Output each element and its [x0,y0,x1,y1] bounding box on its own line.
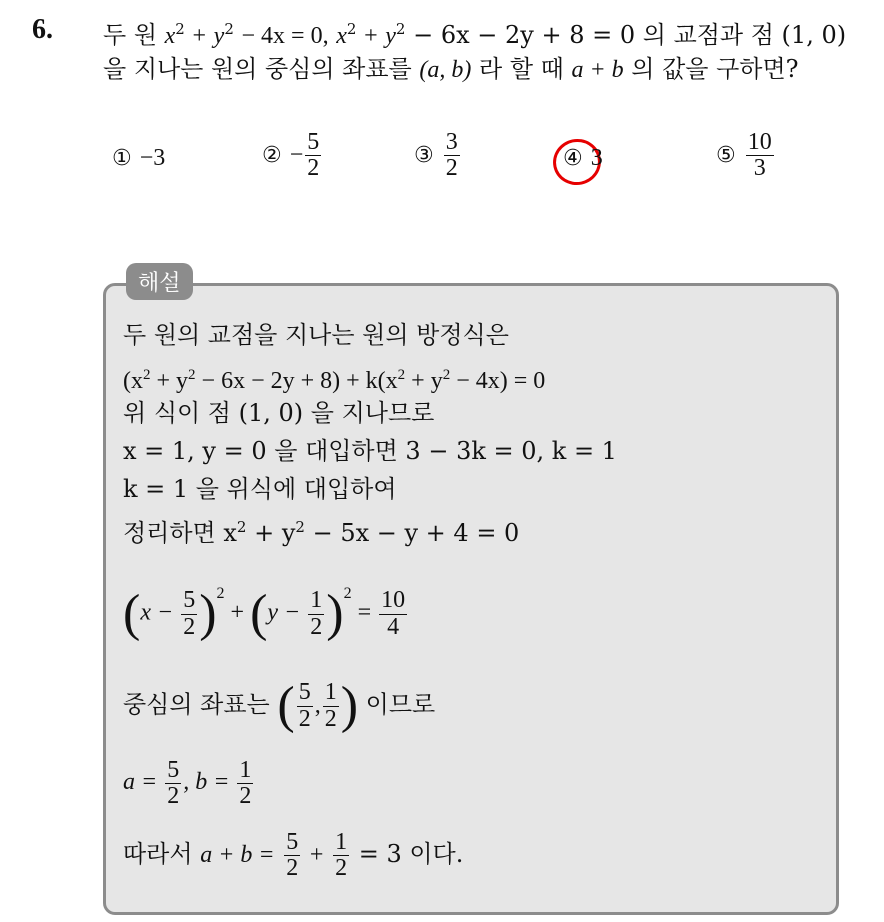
choice-4[interactable]: ④ 3 [563,145,603,171]
solution-tag: 해설 [126,263,193,300]
question-number: 6. [32,14,53,45]
choice-5[interactable]: ⑤ $\frac{10}{3}$ [716,129,772,182]
solution-line-9: a = $\frac{5}{2}$ , b = $\frac{1}{2}$ [123,757,252,810]
solution-line-1: 두 원의 교점을 지나는 원의 방정식은 [123,321,509,349]
solution-line-6: 정리하면 $x^2 + y^2 - 5x - y + 4 = 0$ [123,518,520,547]
solution-line-5: k = 1 을 위식에 대입하여 [123,475,397,503]
choice-2[interactable]: ② − $\frac{5}{2}$ [262,129,320,182]
solution-line-4: x = 1, y = 0 을 대입하면 3 − 3k = 0, k = 1 [123,437,617,465]
solution-line-10: 따라서 a + b = $\frac{5}{2}$ + $\frac{1}{2}$ = 3 이다. [123,829,464,882]
question-line-1: 두 원 $x^2 + y^2 - 4x = 0$, $x^2 + y^2 - 6x - 2y + 8 = 0$ 의 교점과 점 (1, 0) [103,20,847,49]
solution-line-7: (x − $\frac{5}{2}$ )$^2$ + (y − $\frac{1}{2}$ )$^2$ = $\frac{10}{4}$ [123,584,406,642]
question-line-2: 을 지나는 원의 중심의 좌표를 (a, b) 라 할 때 a + b 의 값을 구하면? [103,55,799,83]
solution-line-3: 위 식이 점 (1, 0) 을 지나므로 [123,399,435,427]
solution-line-2: $(x^2 + y^2 - 6x - 2y + 8) + k(x^2 + y^2 - 4x) = 0$ [123,367,546,394]
choice-1[interactable]: ① −3 [112,145,166,171]
choice-3[interactable]: ③ $\frac{3}{2}$ [414,129,458,182]
solution-line-8: 중심의 좌표는 ( $\frac{5}{2}$ , $\frac{1}{2}$ ) 이므로 [123,677,436,734]
